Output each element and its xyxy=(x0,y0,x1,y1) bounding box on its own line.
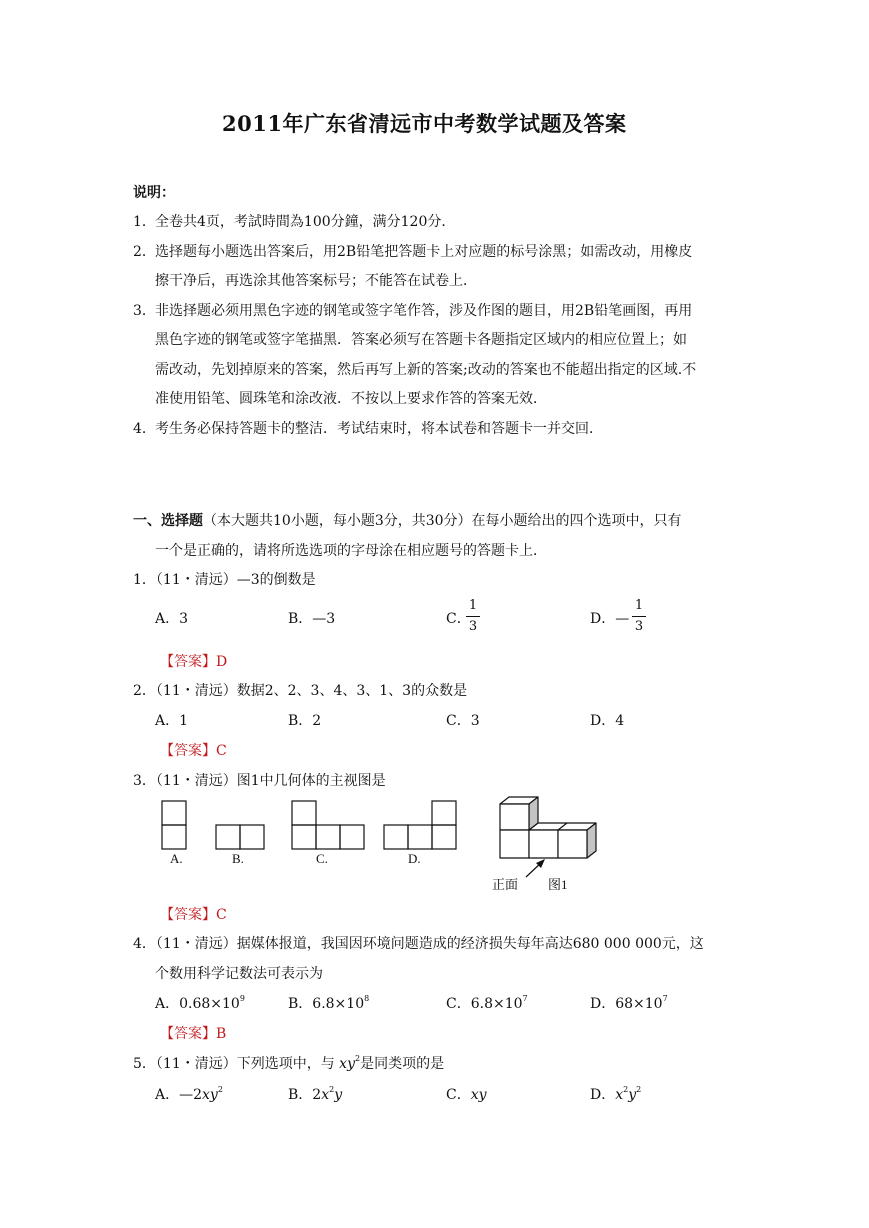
option-exponent: 9 xyxy=(239,994,245,1003)
solid-front-top-left xyxy=(500,804,529,830)
notes-heading: 说明： xyxy=(133,185,175,201)
option-variable-x: x xyxy=(321,1087,330,1103)
answer-value: C xyxy=(216,743,227,759)
view-c-top-square xyxy=(292,801,316,825)
note-3-line-4: 准使用铅笔、圆珠笔和涂改液．不按以上要求作答的答案无效． xyxy=(155,391,547,407)
answer-label: 【答案】 xyxy=(160,654,216,670)
question-5-stem xyxy=(133,1053,444,1073)
option-base: B．6.8×10 xyxy=(288,996,365,1012)
note-1-line-1: 全卷共4页，考試時間為100分鐘，满分120分． xyxy=(155,214,456,230)
question-5-option-c xyxy=(446,1084,487,1104)
fraction-denominator: 3 xyxy=(468,619,478,634)
answer-value: B xyxy=(216,1026,227,1042)
fraction-bar xyxy=(466,616,480,617)
fraction-bar xyxy=(632,616,646,617)
fraction-numerator: 1 xyxy=(634,598,644,613)
question-4-option-b xyxy=(288,993,369,1013)
note-1-number: 1． xyxy=(133,214,156,230)
question-2-option-a: A．1 xyxy=(155,713,189,729)
solid-top-cube-right-face xyxy=(529,797,538,830)
section-1-heading: 一、选择题 xyxy=(133,513,203,529)
fraction-denominator: 3 xyxy=(634,619,644,634)
question-4-answer xyxy=(160,1023,226,1043)
question-2-answer xyxy=(160,740,227,760)
option-base: D．68×10 xyxy=(590,996,663,1012)
question-5-option-a xyxy=(155,1084,223,1104)
view-a-bottom-square xyxy=(162,825,186,849)
question-5-option-d xyxy=(590,1084,641,1104)
view-b-right-square xyxy=(240,825,264,849)
option-exponent-y: 2 xyxy=(636,1085,642,1094)
question-2-option-c: C．3 xyxy=(446,713,480,729)
answer-label: 【答案】 xyxy=(160,1026,216,1042)
question-2-option-d: D．4 xyxy=(590,713,625,729)
note-3-line-1: 非选择题必须用黑色字迹的钢笔或签字笔作答，涉及作图的题目，用2B铅笔画图，再用 xyxy=(155,303,693,319)
note-2-line-1: 选择题每小题选出答案后，用2B铅笔把答题卡上对应题的标号涂黑；如需改动，用橡皮 xyxy=(155,244,693,260)
question-1-answer xyxy=(160,651,227,671)
solid-front-bottom-middle xyxy=(529,830,558,858)
section-1-header xyxy=(133,510,682,530)
stem-suffix: 是同类项的是 xyxy=(360,1056,445,1072)
page-title: 2011年广东省清远市中考数学试题及答案 xyxy=(222,111,627,136)
fraction-numerator: 1 xyxy=(468,598,478,613)
solid-top-divider xyxy=(558,823,567,830)
question-3-answer xyxy=(160,904,227,924)
view-c-bottom-2-square xyxy=(316,825,340,849)
option-variable-y: y xyxy=(334,1087,343,1103)
option-exponent: 2 xyxy=(217,1085,223,1094)
view-a-label: A. xyxy=(170,851,183,866)
question-1-option-c-fraction xyxy=(466,598,480,635)
stem-exponent: 2 xyxy=(354,1054,361,1063)
question-4-option-c xyxy=(446,993,528,1013)
note-4-line-1: 考生务必保持答题卡的整洁．考试结束时，将本试卷和答题卡一并交回． xyxy=(155,421,603,437)
view-c-bottom-3-square xyxy=(340,825,364,849)
view-d-label: D. xyxy=(408,851,421,866)
question-4-stem-line-2: 个数用科学记数法可表示为 xyxy=(155,966,323,982)
option-variable-x: x xyxy=(615,1087,624,1103)
question-1-option-c-prefix: C． xyxy=(446,611,471,627)
view-c-label: C. xyxy=(316,851,328,866)
view-d-bottom-2-square xyxy=(408,825,432,849)
view-d-bottom-3-square xyxy=(432,825,456,849)
front-arrow-head xyxy=(536,859,545,868)
question-4-stem-line-1: 4．（11・清远）据媒体报道，我国因环境问题造成的经济损失每年高达680 000 000元，这 xyxy=(133,936,704,952)
stem-prefix: 5．（11・清远）下列选项中，与 xyxy=(133,1056,340,1072)
option-prefix: D． xyxy=(590,1087,616,1103)
question-1-option-d-fraction xyxy=(632,598,646,635)
option-exponent: 7 xyxy=(522,994,528,1003)
solid-front-bottom-right xyxy=(558,830,587,858)
front-label: 正面 xyxy=(492,877,519,892)
view-b-left-square xyxy=(216,825,240,849)
figure-1-label: 图1 xyxy=(548,877,568,892)
question-1-option-b: B．—3 xyxy=(288,611,336,627)
note-2-number: 2． xyxy=(133,244,156,260)
question-2-option-b: B．2 xyxy=(288,713,322,729)
option-variable: xy xyxy=(202,1087,218,1103)
option-exponent: 8 xyxy=(364,994,370,1003)
option-prefix: C． xyxy=(446,1087,471,1103)
note-3-line-2: 黑色字迹的钢笔或签字笔描黑．答案必须写在答题卡各题指定区域内的相应位置上；如 xyxy=(155,332,687,348)
note-3-line-3: 需改动，先划掉原来的答案，然后再写上新的答案;改动的答案也不能超出指定的区域.不 xyxy=(155,362,697,378)
option-exponent: 7 xyxy=(662,994,668,1003)
note-2-line-2: 擦干净后，再选涂其他答案标号；不能答在试卷上． xyxy=(155,273,477,289)
option-base: A．0.68×10 xyxy=(155,996,240,1012)
view-c-bottom-1-square xyxy=(292,825,316,849)
option-exponent: 2 xyxy=(329,1085,335,1094)
front-arrow-line xyxy=(526,862,542,877)
note-3-number: 3． xyxy=(133,303,156,319)
section-1-desc-line-1: （本大题共10小题，每小题3分，共30分）在每小题给出的四个选项中，只有 xyxy=(203,513,682,529)
question-1-option-a: A．3 xyxy=(155,611,189,627)
question-4-option-d xyxy=(590,993,668,1013)
view-d-bottom-1-square xyxy=(384,825,408,849)
stem-variable: xy xyxy=(339,1056,355,1072)
answer-label: 【答案】 xyxy=(160,907,216,923)
solid-right-face xyxy=(587,823,596,858)
solid-top-cube-top-face xyxy=(500,797,538,804)
question-3-stem: 3．（11・清远）图1中几何体的主视图是 xyxy=(133,773,386,789)
answer-value: C xyxy=(216,907,227,923)
question-1-option-d-prefix: D．— xyxy=(590,611,630,627)
option-base: C．6.8×10 xyxy=(446,996,523,1012)
option-variable-y: y xyxy=(628,1087,637,1103)
answer-value: D xyxy=(216,654,228,670)
solid-front-bottom-left xyxy=(500,830,529,858)
view-a-top-square xyxy=(162,801,186,825)
solid-step-top-face xyxy=(529,823,596,830)
question-1-stem: 1．（11・清远）—3的倒数是 xyxy=(133,572,316,588)
question-4-option-a xyxy=(155,993,245,1013)
section-1-desc-line-2: 一个是正确的，请将所选选项的字母涂在相应题号的答题卡上． xyxy=(155,543,547,559)
question-5-option-b xyxy=(288,1084,342,1104)
question-2-stem: 2．（11・清远）数据2、2、3、4、3、1、3的众数是 xyxy=(133,683,468,699)
option-variable: xy xyxy=(470,1087,487,1103)
answer-label: 【答案】 xyxy=(160,743,216,759)
option-prefix: B．2 xyxy=(288,1087,322,1103)
view-d-top-square xyxy=(432,801,456,825)
view-b-label: B. xyxy=(232,851,244,866)
option-exponent-x: 2 xyxy=(623,1085,629,1094)
option-prefix: A．—2 xyxy=(155,1087,203,1103)
note-4-number: 4． xyxy=(133,421,156,437)
